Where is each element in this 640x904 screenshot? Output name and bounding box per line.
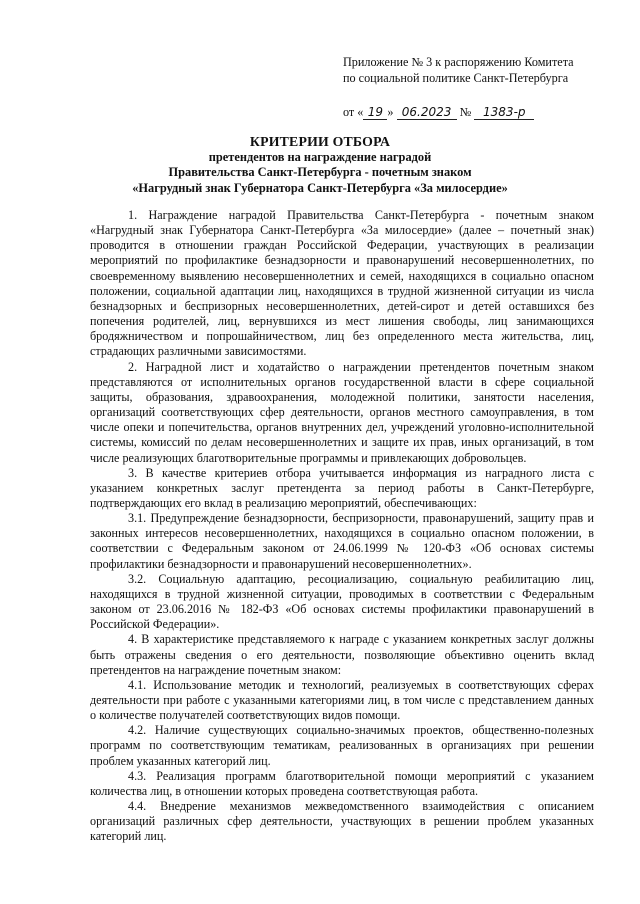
decree-number-label: № <box>456 105 475 119</box>
header-line-3: Правительства Санкт-Петербурга - почетным знаком <box>168 165 472 179</box>
paragraph-4-2: 4.2. Наличие существующих социально-значимых проектов, общественно-полезных программ по соответствующим тематикам, реализованных в организациях при решении проблем указанных категорий лиц. <box>90 723 594 768</box>
appendix-line-2: по социальной политике Санкт-Петербурга <box>343 71 569 85</box>
decree-prefix: от « <box>343 105 364 119</box>
paragraph-3-1: 3.1. Предупреждение безнадзорности, беспризорности, правонарушений, защиту прав и законных интересов несовершеннолетних, находящихся в социально опасном положении, в соответствии с Федеральным законом от 24.06.1999 № 120-ФЗ «Об основах системы профилактики безнадзорности и правонарушений несовершеннолетних». <box>90 511 594 571</box>
document-header <box>90 134 550 196</box>
header-line-2: претендентов на награждение наградой <box>208 149 432 164</box>
decree-reference <box>343 104 603 120</box>
header-line-4: «Нагрудный знак Губернатора Санкт-Петербурга «За милосердие» <box>132 180 508 195</box>
decree-mid: » <box>387 105 397 119</box>
paragraph-1: 1. Награждение наградой Правительства Санкт-Петербурга - почетным знаком «Нагрудный знак Губернатора Санкт-Петербурга «За милосердие» (далее – почетный знак) проводится в отношении граждан Российской Федерации, участвующих в реализации мероприятий по профилактике безнадзорности и правонарушений несовершеннолетних, по своевременному выявлению несовершеннолетних и семей, находящихся в социально опасном положении, социальной адаптации лиц, находящихся в трудной жизненной ситуации из числа безнадзорных и беспризорных несовершеннолетних, детей-сирот и детей оставшихся без попечения родителей, лиц, вернувшихся из мест лишения свободы, лиц занимающихся бродяжничеством и попрошайничеством, лиц без определенного места жительства, лиц, страдающих различными зависимостями. <box>90 208 594 359</box>
paragraph-4: 4. В характеристике представляемого к награде с указанием конкретных заслуг должны быть отражены сведения о его деятельности, позволяющие объективно оценить вклад претендентов на награждение почетным знаком: <box>90 632 594 677</box>
appendix-line-1: Приложение № 3 к распоряжению Комитета <box>343 55 574 69</box>
paragraph-4-4: 4.4. Внедрение механизмов межведомственного взаимодействия с описанием организаций различных сфер деятельности, участвующих в решении проблем указанных категорий лиц. <box>90 799 594 844</box>
appendix-note <box>343 54 623 86</box>
decree-number: 1383-р <box>474 106 534 120</box>
paragraph-2: 2. Наградной лист и ходатайство о награждении претендентов почетным знаком представляются от исполнительных органов государственной власти в сфере социальной защиты, образования, здравоохранения, молодежной политики, занятости населения, организаций соответствующих сфер деятельности, органов местного самоуправления, в том числе опеки и попечительства, органов внутренних дел, учреждений уголовно-исполнительной системы, комиссий по делам несовершеннолетних и защите их прав, иных организаций, в том числе реализующих благотворительные программы и привлекающих добровольцев. <box>90 359 594 465</box>
decree-day: 19 <box>363 106 387 120</box>
paragraph-3-2: 3.2. Социальную адаптацию, ресоциализацию, социальную реабилитацию лиц, находящихся в трудной жизненной ситуации, проводимых в соответствии с Федеральным законом от 23.06.2016 № 182-ФЗ «Об основах системы профилактики правонарушений в Российской Федерации». <box>90 571 594 632</box>
document-body <box>90 208 594 845</box>
decree-month-year: 06.2023 <box>397 106 457 120</box>
paragraph-4-1: 4.1. Использование методик и технологий, реализуемых в соответствующих сферах деятельности при работе с указанными категориями лиц, в том числе с представлением данных о количестве получателей соответствующих видов помощи. <box>90 677 594 723</box>
document-title: КРИТЕРИИ ОТБОРА <box>249 134 391 149</box>
paragraph-4-3: 4.3. Реализация программ благотворительной помощи мероприятий с указанием количества лиц, в отношении которых проведена соответствующая работа. <box>90 768 594 798</box>
paragraph-3: 3. В качестве критериев отбора учитывается информация из наградного листа с указанием конкретных заслуг претендента за период работы в Санкт-Петербурге, подтверждающих его вклад в реализацию мероприятий, обеспечивающих: <box>90 465 594 510</box>
